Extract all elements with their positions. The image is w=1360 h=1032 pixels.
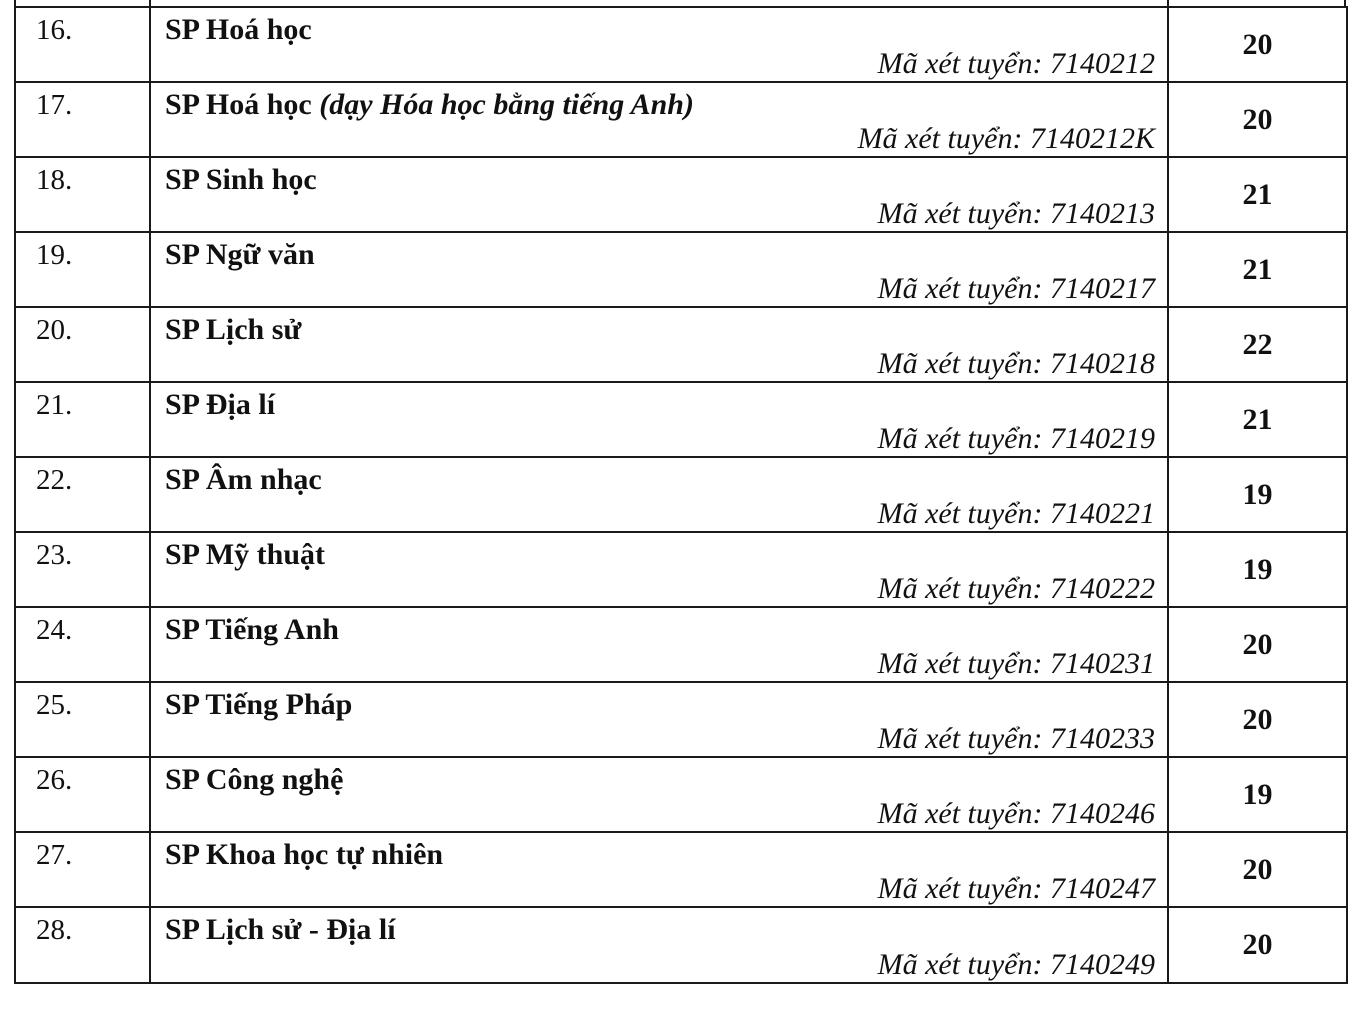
- table-row: [15, 232, 1347, 307]
- row-number-cell: [15, 532, 150, 607]
- admission-code-label: Mã xét tuyển:: [877, 422, 1043, 455]
- program-name-line: [151, 158, 1167, 195]
- score-cell: [1168, 757, 1347, 832]
- admission-code: 7140249: [1050, 948, 1155, 981]
- program-name-line: [151, 908, 1167, 945]
- score-value: 19: [1242, 477, 1273, 511]
- admission-code: 7140213: [1050, 197, 1155, 230]
- program-name: SP Địa lí: [165, 388, 276, 421]
- program-name-line: [151, 383, 1167, 420]
- admission-code: 7140221: [1050, 497, 1155, 530]
- row-number: 28.: [36, 914, 73, 946]
- program-name-line: [151, 308, 1167, 345]
- row-number-cell: [15, 307, 150, 382]
- score-cell: [1168, 232, 1347, 307]
- program-name: SP Khoa học tự nhiên: [165, 838, 444, 871]
- program-name: SP Tiếng Anh: [165, 613, 339, 646]
- row-number-cell: [15, 82, 150, 157]
- admission-score-table: [14, 6, 1348, 984]
- row-number: 19.: [36, 239, 73, 271]
- program-name-line: [151, 758, 1167, 795]
- admission-code-label: Mã xét tuyển:: [877, 497, 1043, 530]
- program-cell: [150, 682, 1168, 757]
- program-name: SP Lịch sử - Địa lí: [165, 913, 396, 946]
- table-row: [15, 157, 1347, 232]
- row-number: 22.: [36, 464, 73, 496]
- admission-code-label: Mã xét tuyển:: [877, 948, 1043, 981]
- admission-code: 7140212K: [1029, 122, 1155, 155]
- program-name: SP Lịch sử: [165, 313, 302, 346]
- program-cell: [150, 232, 1168, 307]
- program-name: SP Hoá học: [165, 13, 312, 46]
- program-name-line: [151, 458, 1167, 495]
- admission-code: 7140212: [1050, 47, 1155, 80]
- table-row: [15, 457, 1347, 532]
- score-cell: [1168, 607, 1347, 682]
- program-name: SP Công nghệ: [165, 763, 344, 796]
- row-number-cell: [15, 682, 150, 757]
- admission-code-label: Mã xét tuyển:: [877, 872, 1043, 905]
- admission-code: 7140218: [1050, 347, 1155, 380]
- admission-code-line: [878, 49, 1155, 79]
- row-number: 27.: [36, 839, 73, 871]
- admission-code-label: Mã xét tuyển:: [877, 572, 1043, 605]
- row-number: 20.: [36, 314, 73, 346]
- row-number: 17.: [36, 89, 73, 121]
- row-number-cell: [15, 607, 150, 682]
- program-name: SP Tiếng Pháp: [165, 688, 353, 721]
- program-cell: [150, 457, 1168, 532]
- admission-code-line: [878, 424, 1155, 454]
- row-number: 23.: [36, 539, 73, 571]
- table-row: [15, 682, 1347, 757]
- program-name: SP Hoá học: [165, 88, 320, 121]
- row-number-cell: [15, 832, 150, 907]
- table-row: [15, 832, 1347, 907]
- admission-code-line: [878, 349, 1155, 379]
- admission-code-label: Mã xét tuyển:: [877, 197, 1043, 230]
- table-row: [15, 532, 1347, 607]
- score-value: 20: [1242, 627, 1273, 661]
- program-cell: [150, 832, 1168, 907]
- table-row: [15, 382, 1347, 457]
- admission-code-label: Mã xét tuyển:: [877, 47, 1043, 80]
- score-cell: [1168, 532, 1347, 607]
- admission-code-line: [878, 799, 1155, 829]
- admission-code: 7140219: [1050, 422, 1155, 455]
- score-cell: [1168, 682, 1347, 757]
- score-cell: [1168, 157, 1347, 232]
- score-value: 21: [1242, 177, 1273, 211]
- score-value: 19: [1242, 552, 1273, 586]
- row-number: 26.: [36, 764, 73, 796]
- program-cell: [150, 157, 1168, 232]
- admission-code-label: Mã xét tuyển:: [877, 722, 1043, 755]
- program-cell: [150, 82, 1168, 157]
- program-name-line: [151, 8, 1167, 45]
- score-cell: [1168, 382, 1347, 457]
- program-name: SP Mỹ thuật: [165, 538, 326, 571]
- admission-code: 7140231: [1050, 647, 1155, 680]
- program-name-line: [151, 233, 1167, 270]
- program-cell: [150, 532, 1168, 607]
- program-note: (dạy Hóa học bằng tiếng Anh): [319, 88, 694, 121]
- table-row: [15, 307, 1347, 382]
- program-cell: [150, 307, 1168, 382]
- admission-code-line: [878, 274, 1155, 304]
- program-cell: [150, 907, 1168, 983]
- program-name: SP Ngữ văn: [165, 238, 315, 271]
- row-number-cell: [15, 457, 150, 532]
- score-value: 20: [1242, 102, 1273, 136]
- program-cell: [150, 7, 1168, 82]
- row-number-cell: [15, 907, 150, 983]
- admission-code-label: Mã xét tuyển:: [877, 347, 1043, 380]
- score-cell: [1168, 832, 1347, 907]
- row-number-cell: [15, 157, 150, 232]
- program-name-line: [151, 608, 1167, 645]
- admission-code-label: Mã xét tuyển:: [877, 647, 1043, 680]
- score-cell: [1168, 907, 1347, 983]
- program-name: SP Âm nhạc: [165, 463, 322, 496]
- admission-code: 7140222: [1050, 572, 1155, 605]
- program-cell: [150, 607, 1168, 682]
- score-value: 21: [1242, 252, 1273, 286]
- table-row: [15, 82, 1347, 157]
- row-number: 18.: [36, 164, 73, 196]
- admission-code-label: Mã xét tuyển:: [857, 122, 1023, 155]
- table-row: [15, 7, 1347, 82]
- row-number: 25.: [36, 689, 73, 721]
- admission-code-line: [878, 724, 1155, 754]
- table-row: [15, 607, 1347, 682]
- score-value: 20: [1242, 928, 1273, 961]
- admission-code-label: Mã xét tuyển:: [877, 272, 1043, 305]
- admission-code: 7140246: [1050, 797, 1155, 830]
- score-value: 20: [1242, 27, 1273, 61]
- row-number: 24.: [36, 614, 73, 646]
- row-number-cell: [15, 757, 150, 832]
- admission-code: 7140247: [1050, 872, 1155, 905]
- table-row: [15, 757, 1347, 832]
- score-cell: [1168, 7, 1347, 82]
- row-number-cell: [15, 382, 150, 457]
- program-name-line: [151, 83, 1167, 120]
- admission-code-line: [878, 950, 1155, 980]
- table-body: [15, 7, 1347, 983]
- program-name-line: [151, 833, 1167, 870]
- score-value: 20: [1242, 702, 1273, 736]
- admission-code-line: [878, 874, 1155, 904]
- admission-code: 7140217: [1050, 272, 1155, 305]
- program-cell: [150, 757, 1168, 832]
- row-number: 21.: [36, 389, 73, 421]
- score-value: 21: [1242, 402, 1273, 436]
- score-value: 19: [1242, 777, 1273, 811]
- admission-code-line: [878, 574, 1155, 604]
- table-row: [15, 907, 1347, 983]
- program-name-line: [151, 683, 1167, 720]
- score-cell: [1168, 457, 1347, 532]
- admission-code-label: Mã xét tuyển:: [877, 797, 1043, 830]
- admission-code-line: [878, 649, 1155, 679]
- admission-code: 7140233: [1050, 722, 1155, 755]
- admission-code-line: [878, 499, 1155, 529]
- program-name-line: [151, 533, 1167, 570]
- score-cell: [1168, 82, 1347, 157]
- score-cell: [1168, 307, 1347, 382]
- row-number: 16.: [36, 14, 73, 46]
- admission-code-line: [858, 124, 1155, 154]
- row-number-cell: [15, 232, 150, 307]
- admission-code-line: [878, 199, 1155, 229]
- program-name: SP Sinh học: [165, 163, 317, 196]
- program-cell: [150, 382, 1168, 457]
- score-value: 22: [1242, 327, 1273, 361]
- row-number-cell: [15, 7, 150, 82]
- score-value: 20: [1242, 852, 1273, 886]
